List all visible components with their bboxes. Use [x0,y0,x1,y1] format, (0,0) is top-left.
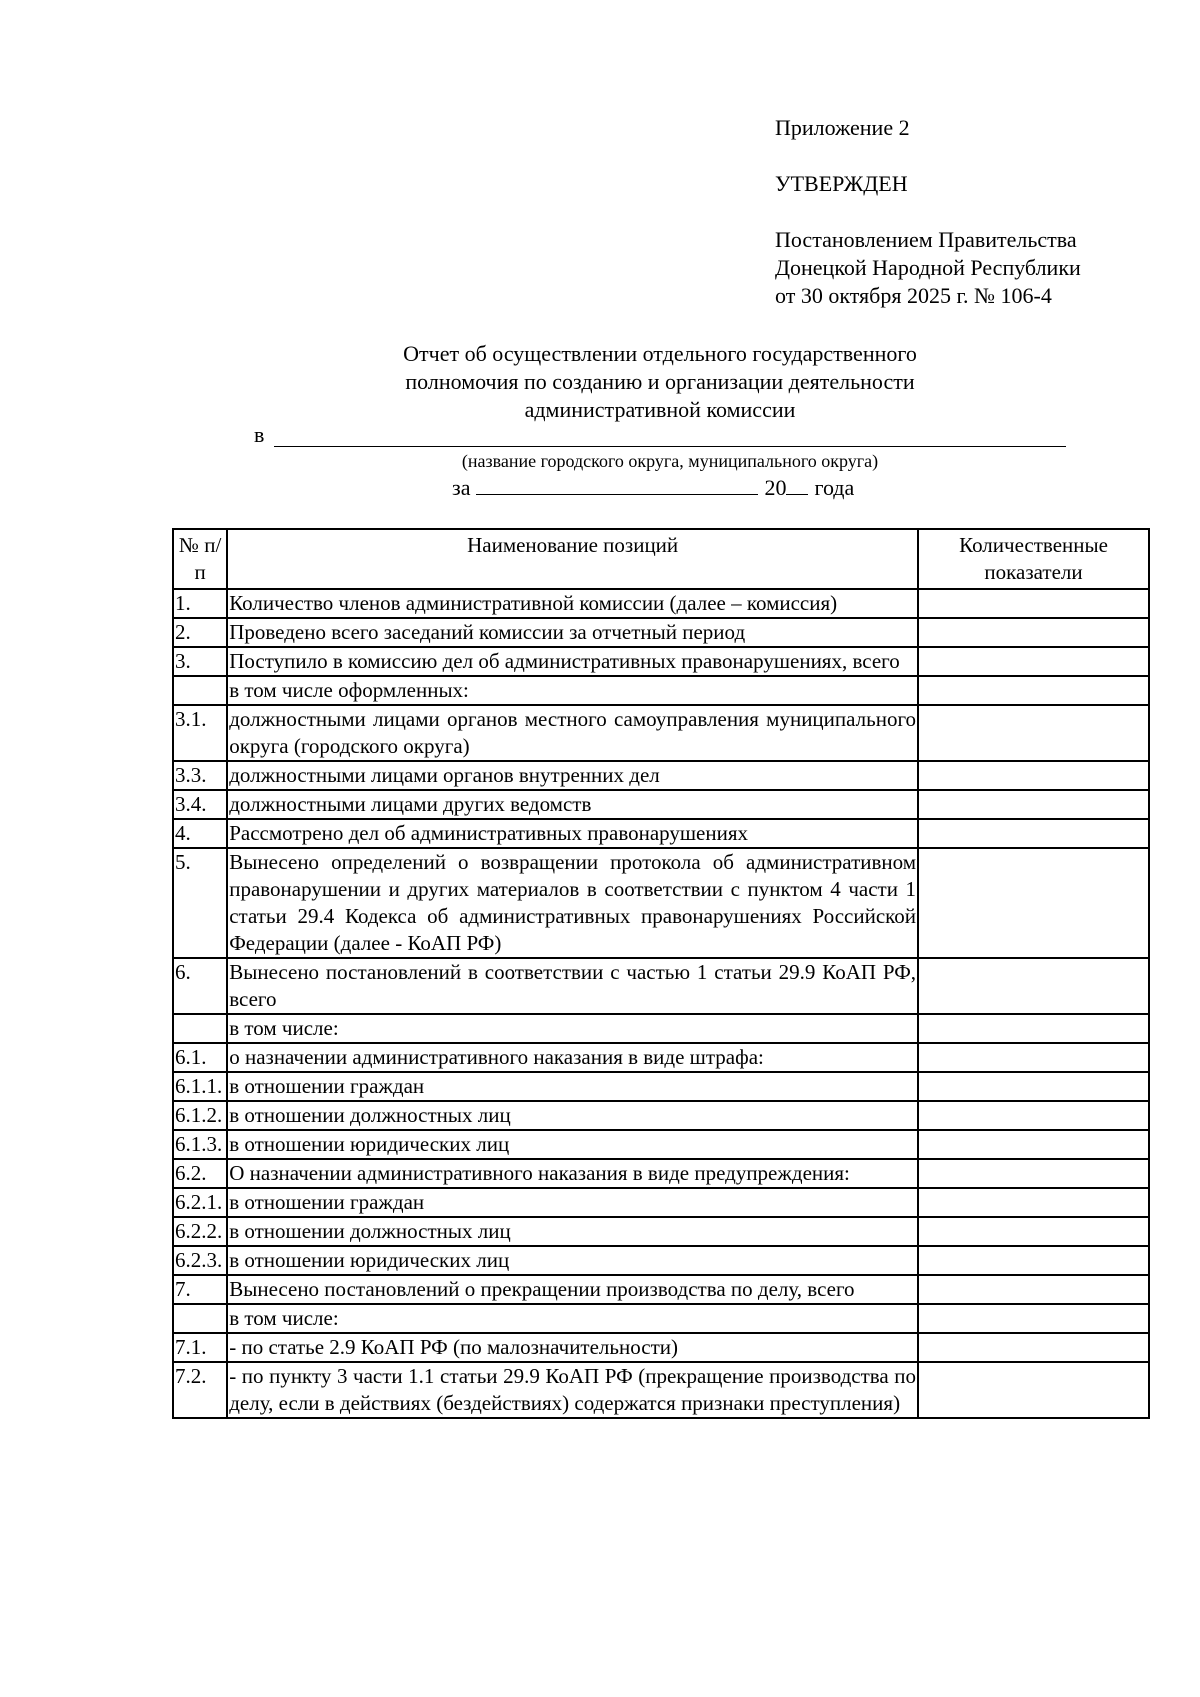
row-number: 3.3. [173,761,227,790]
table-body [173,589,1149,1418]
table-row [173,1362,1149,1418]
row-name: в том числе оформленных: [227,676,918,705]
row-value-cell[interactable] [918,1101,1149,1130]
header-num: № п/п [173,529,227,589]
table-row [173,790,1149,819]
row-name: Количество членов административной комиссии (далее – комиссия) [227,589,918,618]
row-number: 7.2. [173,1362,227,1418]
row-number: 6.2.1. [173,1188,227,1217]
title-line: полномочия по созданию и организации деятельности [405,369,915,394]
row-value-cell[interactable] [918,676,1149,705]
row-number: 2. [173,618,227,647]
row-name: должностными лицами других ведомств [227,790,918,819]
row-number: 7. [173,1275,227,1304]
row-value-cell[interactable] [918,1130,1149,1159]
row-value-cell[interactable] [918,647,1149,676]
row-value-cell[interactable] [918,1246,1149,1275]
table-row [173,1188,1149,1217]
decree-line: Донецкой Народной Республики [775,255,1081,280]
row-name: О назначении административного наказания в виде предупреждения: [227,1159,918,1188]
table-row [173,1072,1149,1101]
row-name: в том числе: [227,1014,918,1043]
row-name: в отношении юридических лиц [227,1130,918,1159]
table-row [173,647,1149,676]
row-name: о назначении административного наказания в виде штрафа: [227,1043,918,1072]
row-value-cell[interactable] [918,958,1149,1014]
table-row [173,819,1149,848]
row-number: 3.4. [173,790,227,819]
row-number: 6.1.2. [173,1101,227,1130]
title-line: административной комиссии [524,397,796,422]
table-row [173,761,1149,790]
table-row [173,1159,1149,1188]
row-number: 7.1. [173,1333,227,1362]
row-number: 6.2.2. [173,1217,227,1246]
row-name: Вынесено постановлений о прекращении производства по делу, всего [227,1275,918,1304]
row-name: - по пункту 3 части 1.1 статьи 29.9 КоАП РФ (прекращение производства по делу, если в действиях (бездействиях) содержатся признаки преступления) [227,1362,918,1418]
header-name: Наименование позиций [227,529,918,589]
period-prefix: за [452,475,471,500]
table-row [173,1043,1149,1072]
row-value-cell[interactable] [918,1304,1149,1333]
row-name: Поступило в комиссию дел об административных правонарушениях, всего [227,647,918,676]
period-blank [476,474,758,495]
year-prefix: 20 [764,475,787,500]
row-number: 4. [173,819,227,848]
row-name: должностными лицами органов внутренних дел [227,761,918,790]
decree-line: от 30 октября 2025 г. № 106-4 [775,283,1052,308]
row-number: 6. [173,958,227,1014]
report-title [260,340,1060,424]
row-number [173,676,227,705]
table-row [173,618,1149,647]
table-row [173,676,1149,705]
row-number: 6.1.3. [173,1130,227,1159]
decree-line: Постановлением Правительства [775,227,1077,252]
row-value-cell[interactable] [918,618,1149,647]
municipality-hint: (название городского округа, муниципального округа) [461,451,879,471]
row-number: 5. [173,848,227,958]
period-line [452,474,854,502]
row-value-cell[interactable] [918,848,1149,958]
row-name: Проведено всего заседаний комиссии за отчетный период [227,618,918,647]
row-value-cell[interactable] [918,1014,1149,1043]
row-name: Вынесено определений о возвращении протокола об административном правонарушении и других материалов в соответствии с пунктом 4 части 1 статьи 29.4 Кодекса об административных правонарушениях Российской Федерации (далее - КоАП РФ) [227,848,918,958]
header-value: Количественные показатели [918,529,1149,589]
table-row [173,848,1149,958]
row-value-cell[interactable] [918,705,1149,761]
row-value-cell[interactable] [918,819,1149,848]
row-value-cell[interactable] [918,1275,1149,1304]
report-table [172,528,1150,1419]
table-row [173,1130,1149,1159]
row-name: - по статье 2.9 КоАП РФ (по малозначительности) [227,1333,918,1362]
row-number: 3. [173,647,227,676]
table-row [173,1217,1149,1246]
row-number: 3.1. [173,705,227,761]
table-row [173,958,1149,1014]
row-name: Вынесено постановлений в соответствии с частью 1 статьи 29.9 КоАП РФ, всего [227,958,918,1014]
title-line: Отчет об осуществлении отдельного государственного [403,341,917,366]
table-row [173,1014,1149,1043]
table-row [173,1333,1149,1362]
row-value-cell[interactable] [918,1333,1149,1362]
row-number: 6.2. [173,1159,227,1188]
appendix-label: Приложение 2 [775,115,910,140]
row-value-cell[interactable] [918,1159,1149,1188]
approved-label: УТВЕРЖДЕН [775,171,908,196]
table-row [173,589,1149,618]
row-name: должностными лицами органов местного самоуправления муниципального округа (городского округа) [227,705,918,761]
municipality-blank-line [274,446,1066,447]
row-name: в том числе: [227,1304,918,1333]
row-number: 6.1. [173,1043,227,1072]
row-value-cell[interactable] [918,1043,1149,1072]
table-header-row [173,529,1149,589]
row-number [173,1304,227,1333]
row-number: 6.1.1. [173,1072,227,1101]
row-name: Рассмотрено дел об административных правонарушениях [227,819,918,848]
row-name: в отношении должностных лиц [227,1101,918,1130]
table-row [173,1275,1149,1304]
row-value-cell[interactable] [918,589,1149,618]
table-row [173,1246,1149,1275]
row-value-cell[interactable] [918,1362,1149,1418]
approval-block [775,114,1175,310]
table-row [173,1101,1149,1130]
table-row [173,705,1149,761]
period-suffix: года [814,475,855,500]
row-number: 1. [173,589,227,618]
row-name: в отношении должностных лиц [227,1217,918,1246]
row-value-cell[interactable] [918,1072,1149,1101]
row-value-cell[interactable] [918,1188,1149,1217]
row-value-cell[interactable] [918,790,1149,819]
row-name: в отношении юридических лиц [227,1246,918,1275]
row-name: в отношении граждан [227,1188,918,1217]
row-value-cell[interactable] [918,761,1149,790]
row-number: 6.2.3. [173,1246,227,1275]
row-name: в отношении граждан [227,1072,918,1101]
table-row [173,1304,1149,1333]
year-blank [786,474,808,495]
municipality-prefix: в [254,422,265,447]
row-value-cell[interactable] [918,1217,1149,1246]
row-number [173,1014,227,1043]
